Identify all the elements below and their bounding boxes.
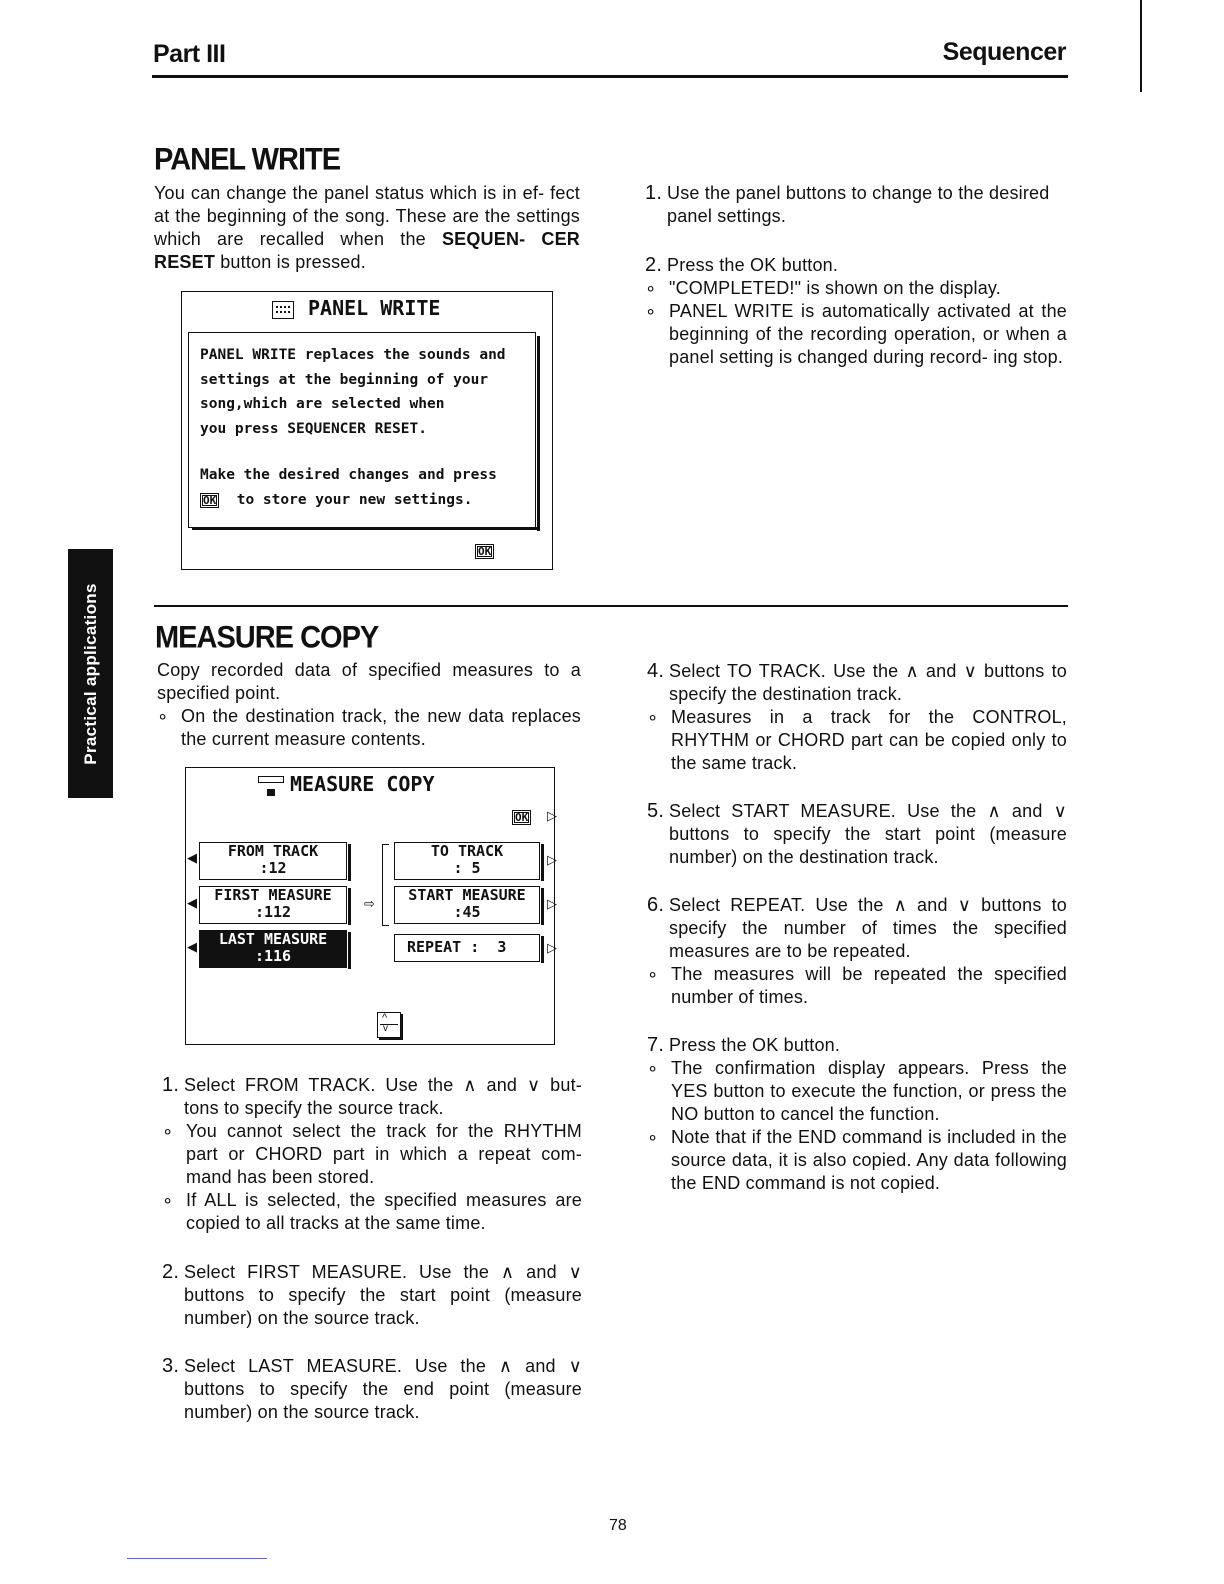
field-label: TO TRACK — [430, 842, 504, 860]
section-label: Sequencer — [942, 38, 1066, 66]
ok-button[interactable] — [512, 808, 531, 826]
step-text: Select FIRST MEASURE. Use the ∧ and ∨ buttons to specify the start point (measure number) on the source track. — [184, 1262, 582, 1328]
step-item — [647, 1034, 1067, 1057]
message-line: you press SEQUENCER RESET. — [200, 420, 427, 437]
selector-arrow-icon: ▷ — [547, 896, 557, 911]
measure-copy-display — [185, 767, 555, 1045]
copy-arrow-icon: ⇨ — [364, 896, 375, 911]
ok-button-label: OK — [512, 810, 531, 825]
intro-bold: SEQUEN- CER RESET — [154, 229, 580, 272]
selector-arrow-icon: ▷ — [547, 940, 557, 955]
repeat-field[interactable] — [394, 934, 540, 962]
keyboard-icon — [272, 301, 294, 319]
step-item — [645, 182, 1067, 228]
bullet-text: Note that if the END command is included in the source data, it is also copied. Any data following the END command is not copied. — [671, 1127, 1067, 1193]
destination-bracket — [382, 844, 389, 926]
step-item — [647, 894, 1067, 963]
step-number: 4. — [647, 660, 665, 682]
field-value: :116 — [254, 947, 292, 965]
bullet-text: The confirmation display appears. Press the YES button to execute the function, or press the NO button to cancel the function. — [671, 1058, 1067, 1124]
selector-arrow-icon: ◀ — [187, 850, 197, 865]
bullet-item: ∘ The confirmation display appears. Press the YES button to execute the function, or press the NO button to cancel the function. — [647, 1058, 1067, 1124]
step-item — [162, 1074, 582, 1120]
panel-write-steps — [645, 182, 1067, 369]
step-number: 1. — [645, 182, 663, 204]
field-shadow — [541, 936, 544, 963]
field-shadow — [541, 888, 544, 925]
step-number: 5. — [647, 800, 665, 822]
measure-copy-intro — [157, 659, 581, 751]
display-title-row — [272, 296, 472, 321]
step-text: Use the panel buttons to change to the desired panel settings. — [667, 183, 1050, 226]
field-value: :45 — [453, 903, 481, 921]
message-shadow-bottom — [192, 527, 540, 530]
ok-icon: OK — [200, 493, 219, 508]
step-number: 7. — [647, 1034, 665, 1056]
bullet-text: If ALL is selected, the specified measures are copied to all tracks at the same time. — [186, 1190, 582, 1233]
bullet-text: You cannot select the track for the RHYTHM part or CHORD part in which a repeat com- mand has been stored. — [186, 1121, 582, 1187]
bullet-text: Measures in a track for the CONTROL, RHYTHM or CHORD part can be copied only to the same track. — [671, 707, 1067, 773]
step-item — [647, 800, 1067, 869]
message-line: PANEL WRITE replaces the sounds and — [200, 347, 506, 363]
field-value: 3 — [497, 938, 507, 956]
up-icon: ^ — [382, 1012, 388, 1024]
intro-text-end: button is pressed. — [215, 252, 366, 272]
step-number: 6. — [647, 894, 665, 916]
field-value: :112 — [254, 903, 292, 921]
bullet-text: On the destination track, the new data replaces the current measure contents. — [181, 706, 581, 749]
step-number: 3. — [162, 1355, 180, 1377]
step-text: Press the OK button. — [667, 255, 839, 275]
field-shadow — [348, 844, 351, 881]
panel-write-title: PANEL WRITE — [154, 142, 341, 178]
measure-copy-steps-right — [647, 660, 1067, 1195]
bullet-text: The measures will be repeated the specified number of times. — [671, 964, 1067, 1007]
bullet-text: "COMPLETED!" is shown on the display. — [669, 278, 1001, 298]
selector-arrow-icon: ◀ — [187, 895, 197, 910]
panel-write-message — [188, 332, 536, 528]
first-measure-field[interactable] — [199, 886, 347, 924]
display-title-row — [258, 772, 435, 798]
up-down-button[interactable] — [377, 1012, 401, 1038]
step-item — [647, 660, 1067, 706]
measure-copy-title: MEASURE COPY — [155, 620, 379, 656]
header-rule — [152, 75, 1068, 78]
step-item — [162, 1355, 582, 1424]
bullet-item: ∘ If ALL is selected, the specified measures are copied to all tracks at the same time. — [162, 1190, 582, 1233]
step-text: Select FROM TRACK. Use the ∧ and ∨ but- tons to specify the source track. — [184, 1075, 582, 1118]
field-label: FIRST MEASURE — [214, 886, 332, 904]
field-label: REPEAT : — [407, 938, 480, 956]
bullet-item: ∘ Measures in a track for the CONTROL, RHYTHM or CHORD part can be copied only to the same track. — [647, 707, 1067, 773]
sequencer-icon — [258, 776, 284, 798]
ok-arrow-icon: ▷ — [547, 808, 557, 823]
bullet-item: ∘ You cannot select the track for the RHYTHM part or CHORD part in which a repeat com- mand has been stored. — [162, 1121, 582, 1187]
selector-arrow-icon: ▷ — [547, 852, 557, 867]
step-text: Select LAST MEASURE. Use the ∧ and ∨ buttons to specify the end point (measure number) on the source track. — [184, 1356, 582, 1422]
start-measure-field[interactable] — [394, 886, 540, 924]
field-shadow — [348, 888, 351, 925]
intro-text: You can change the panel status which is in ef- fect at the beginning of the song. These are the settings which are recalled when the — [154, 183, 580, 249]
message-line: Make the desired changes and press — [200, 467, 497, 483]
footer-line — [127, 1558, 267, 1559]
bullet-item: ∘ Note that if the END command is included in the source data, it is also copied. Any data following the END command is not copied. — [647, 1127, 1067, 1193]
display-title: MEASURE COPY — [290, 772, 435, 796]
message-text — [200, 343, 506, 512]
step-item — [162, 1261, 582, 1330]
step-text: Select REPEAT. Use the ∧ and ∨ buttons to specify the number of times the specified measures are to be repeated. — [669, 895, 1067, 961]
message-line — [200, 488, 506, 513]
to-track-field[interactable] — [394, 842, 540, 880]
panel-write-display — [181, 291, 553, 570]
page-edge-line — [1140, 0, 1142, 92]
field-label: START MEASURE — [408, 886, 526, 904]
message-line: song,which are selected when — [200, 396, 445, 412]
section-divider — [154, 605, 1068, 607]
step-number: 1. — [162, 1074, 180, 1096]
step-number: 2. — [645, 254, 663, 276]
display-title: PANEL WRITE — [308, 296, 441, 320]
step-text: Press the OK button. — [669, 1035, 841, 1055]
bullet-item: ∘ "COMPLETED!" is shown on the display. — [645, 278, 1001, 298]
intro-text: Copy recorded data of specified measures to a specified point. — [157, 660, 581, 703]
ok-button[interactable] — [475, 542, 494, 560]
bullet-item: ∘ The measures will be repeated the specified number of times. — [647, 964, 1067, 1007]
side-tab-label: Practical applications — [80, 582, 100, 765]
message-line: settings at the beginning of your — [200, 371, 489, 388]
page-number: 78 — [609, 1517, 627, 1534]
field-label: FROM TRACK — [227, 842, 319, 860]
field-shadow — [541, 844, 544, 881]
message-line-text: to store your new settings. — [236, 491, 473, 508]
step-text: Select TO TRACK. Use the ∧ and ∨ buttons to specify the destination track. — [669, 661, 1067, 704]
field-value: : 5 — [453, 859, 481, 877]
last-measure-field[interactable] — [199, 930, 347, 968]
down-icon: v — [383, 1023, 388, 1034]
bullet-item: ∘ On the destination track, the new data replaces the current measure contents. — [157, 706, 581, 749]
ok-button-label: OK — [475, 544, 494, 559]
bullet-item: ∘ PANEL WRITE is automatically activated at the beginning of the recording operation, or when a panel setting is changed during record- ing stop. — [645, 301, 1067, 367]
measure-copy-steps-left — [162, 1074, 582, 1424]
selector-arrow-icon: ◀ — [187, 939, 197, 954]
side-tab — [68, 549, 113, 798]
field-value: :12 — [259, 859, 287, 877]
field-label: LAST MEASURE — [218, 930, 328, 948]
step-number: 2. — [162, 1261, 180, 1283]
part-label: Part III — [153, 40, 226, 68]
step-text: Select START MEASURE. Use the ∧ and ∨ buttons to specify the start point (measure number) on the destination track. — [669, 801, 1067, 867]
step-item — [645, 254, 1067, 277]
panel-write-intro — [154, 182, 580, 274]
from-track-field[interactable] — [199, 842, 347, 880]
field-shadow — [348, 932, 351, 969]
message-shadow — [537, 336, 540, 531]
bullet-text: PANEL WRITE is automatically activated at the beginning of the recording operation, or when a panel setting is changed during record- ing stop. — [669, 301, 1067, 367]
